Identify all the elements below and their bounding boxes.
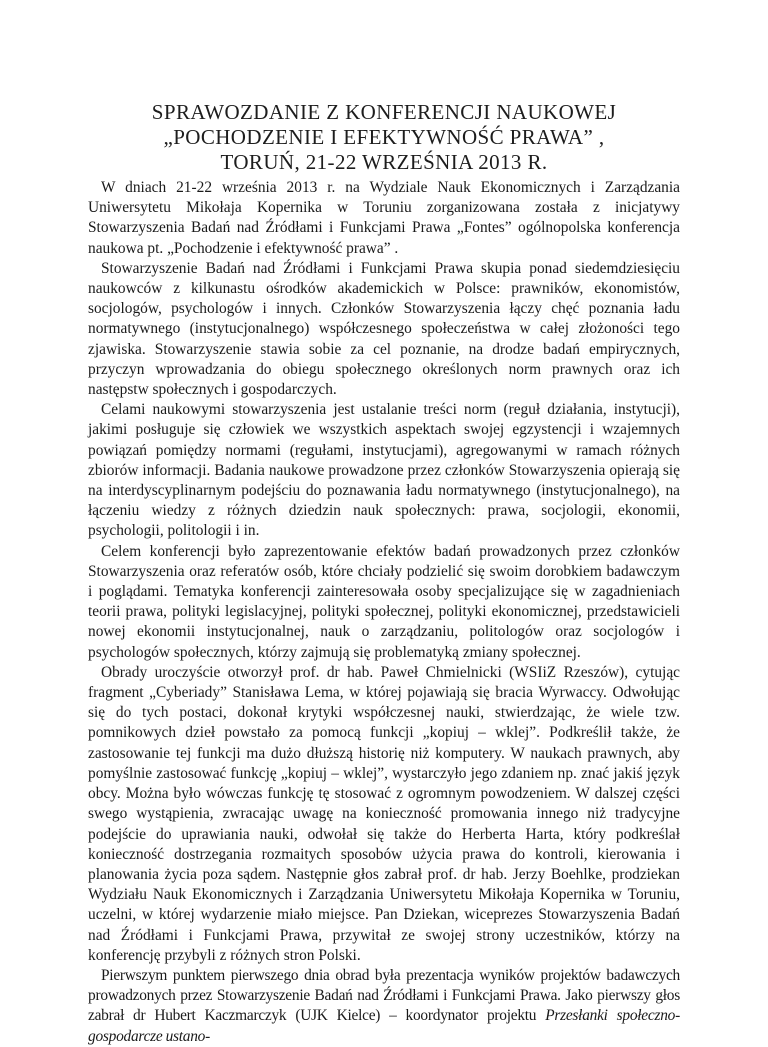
document-title (60, 100, 708, 175)
paragraph-opening: Obrady uroczyście otworzył prof. dr hab. Paweł Chmielnicki (WSIiZ Rzeszów), cytując fragment „Cyberiady” Stanisława Lema, w której pojawiają się bracia Wyrwaccy. Odwołując się do tych postaci, dokonał krytyki współczesnej nauki, stwierdzając, że wiele tzw. pomnikowych dzieł powstało za pomocą funkcji „kopiuj – wklej”. Podkreślił także, że zastosowanie tej funkcji ma dużo dłuższą historię niż komputery. W naukach prawnych, aby pomyślnie zastosować funkcję „kopiuj – wklej”, wystarczyło jego zdaniem np. znać jakiś język obcy. Można było wówczas funkcję tę stosować z ogromnym powodzeniem. W dalszej części swego wystąpienia, zwracając uwagę na konieczność promowania innego niż tradycyjne podejście do uprawiania nauki, odwołał się także do Herberta Harta, który podkreślał konieczność dostrzegania rozmaitych sposobów użycia prawa do kontroli, kierowania i planowania życia poza sądem. Następnie głos zabrał prof. dr hab. Jerzy Boehlke, prodziekan Wydziału Nauk Ekonomicznych i Zarządzania Uniwersytetu Mikołaja Kopernika w Toruniu, uczelni, w której wydarzenie miało miejsce. Pan Dziekan, wiceprezes Stowarzyszenia Badań nad Źródłami i Funkcjami Prawa, przywitał ze swojej strony uczestników, którzy na konferencję przybyli z różnych stron Polski. (88, 663, 680, 964)
paragraph-goals: Celami naukowymi stowarzyszenia jest ustalanie treści norm (reguł działania, instytucji), jakimi posługuje się człowiek we wszystkich aspektach swojej egzystencji i wzajemnych powiązań pomiędzy normami (regułami, instytucjami), agregowanymi w ramach różnych zbiorów informacji. Badania naukowe prowadzone przez członków Stowarzyszenia opierają się na interdyscyplinarnym podejściu do poznawania ładu normatywnego (instytucjonalnego), na łączeniu wiedzy z różnych dziedzin nauk społecznych: prawa, socjologii, ekonomii, psychologii, politologii i in. (88, 401, 680, 540)
paragraph-association: Stowarzyszenie Badań nad Źródłami i Funkcjami Prawa skupia ponad siedemdziesięciu naukowców z kilkunastu ośrodków akademickich w Polsce: prawników, ekonomistów, socjologów, psychologów i innych. Członków Stowarzyszenia łączy chęć poznania ładu normatywnego (instytucjonalnego) współczesnego społeczeństwa w całej złożoności tego zjawiska. Stowarzyszenie stawia sobie za cel poznanie, na drodze badań empirycznych, przyczyn wprowadzania do obiegu społecznego określonych norm prawnych oraz ich następstw społecznych i gospodarczych. (88, 259, 680, 399)
paragraph-first-session (88, 966, 680, 1047)
paragraph-conference-aim: Celem konferencji było zaprezentowanie efektów badań prowadzonych przez członków Stowarzyszenia oraz referatów osób, które chciały podzielić się swoim dorobkiem badawczym i poglądami. Tematyka konferencji zainteresowała osoby specjalizujące się w zagadnieniach teorii prawa, polityki legislacyjnej, polityki społecznej, polityki ekonomicznej, przedstawicieli nowej ekonomii instytucjonalnej, nauk o zarządzaniu, politologów oraz socjologów i psychologów społecznych, którzy zajmują się problematyką zmiany społecznej. (88, 542, 680, 661)
title-line: TORUŃ, 21-22 WRZEŚNIA 2013 R. (220, 150, 548, 174)
title-line: „POCHODZENIE I EFEKTYWNOŚĆ PRAWA” , (163, 125, 605, 149)
project-title: Przesłanki społeczno-gospodarcze ustano- (88, 1007, 680, 1045)
paragraph-text: Pierwszym punktem pierwszego dnia obrad była prezentacja wyników projektów badawczych prowadzonych przez Stowarzyszenie Badań nad Źródłami i Funkcjami Prawa. Jako pierwszy głos zabrał dr Hubert Kaczmarczyk (UJK Kielce) – koordynator projektu (88, 966, 680, 1025)
paragraph-intro: W dniach 21-22 września 2013 r. na Wydziale Nauk Ekonomicznych i Zarządzania Uniwersytetu Mikołaja Kopernika w Toruniu zorganizowana została z inicjatywy Stowarzyszenia Badań nad Źródłami i Funkcjami Prawa „Fontes” ogólnopolska konferencja naukowa pt. „Pochodzenie i efektywność prawa” . (88, 179, 680, 257)
title-line: SPRAWOZDANIE Z KONFERENCJI NAUKOWEJ (151, 100, 617, 124)
document-body (88, 178, 680, 1047)
